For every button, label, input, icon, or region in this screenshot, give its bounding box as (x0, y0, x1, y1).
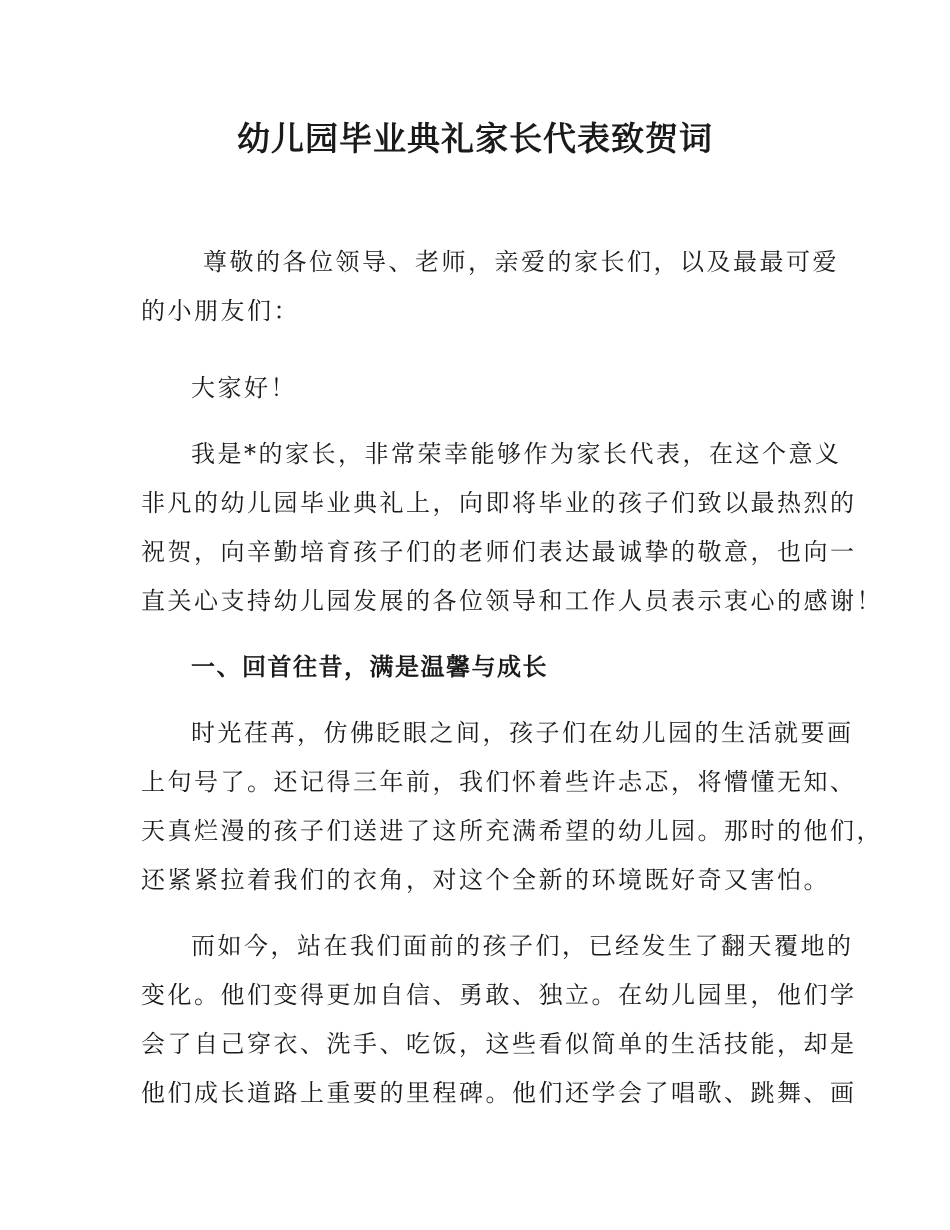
intro-line: 直关心支持幼儿园发展的各位领导和工作人员表示衷心的感谢！ (141, 587, 883, 615)
body-line: 上句号了。还记得三年前，我们怀着些许忐忑，将懵懂无知、 (141, 768, 857, 796)
intro-paragraph (141, 430, 883, 626)
section1-paragraph-2 (141, 922, 857, 1118)
body-line: 他们成长道路上重要的里程碑。他们还学会了唱歌、跳舞、画 (141, 1079, 857, 1107)
body-line: 天真烂漫的孩子们送进了这所充满希望的幼儿园。那时的他们， (141, 817, 883, 845)
body-line: 会了自己穿衣、洗手、吃饭，这些看似简单的生活技能，却是 (141, 1030, 857, 1058)
body-line: 时光荏苒，仿佛眨眼之间，孩子们在幼儿园的生活就要画 (191, 719, 854, 747)
intro-line: 祝贺，向辛勤培育孩子们的老师们表达最诚挚的敬意，也向一 (141, 538, 857, 566)
greeting-line: 大家好！ (191, 374, 297, 402)
greeting-paragraph (141, 364, 811, 413)
section1-paragraph-1 (141, 709, 883, 905)
body-line: 而如今，站在我们面前的孩子们，已经发生了翻天覆地的 (191, 932, 854, 960)
body-line: 变化。他们变得更加自信、勇敢、独立。在幼儿园里，他们学 (141, 981, 857, 1009)
body-line: 还紧紧拉着我们的衣角，对这个全新的环境既好奇又害怕。 (141, 866, 830, 894)
document-title: 幼儿园毕业典礼家长代表致贺词 (237, 119, 713, 158)
salutation-line: 的小朋友们： (141, 297, 300, 325)
intro-line: 非凡的幼儿园毕业典礼上，向即将毕业的孩子们致以最热烈的 (141, 489, 857, 517)
section-heading: 一、回首往昔，满是温馨与成长 (191, 653, 548, 681)
intro-line: 我是*的家长，非常荣幸能够作为家长代表，在这个意义 (191, 440, 842, 468)
salutation-paragraph (141, 238, 839, 336)
salutation-line: 尊敬的各位领导、老师，亲爱的家长们，以及最最可爱 (203, 248, 839, 276)
